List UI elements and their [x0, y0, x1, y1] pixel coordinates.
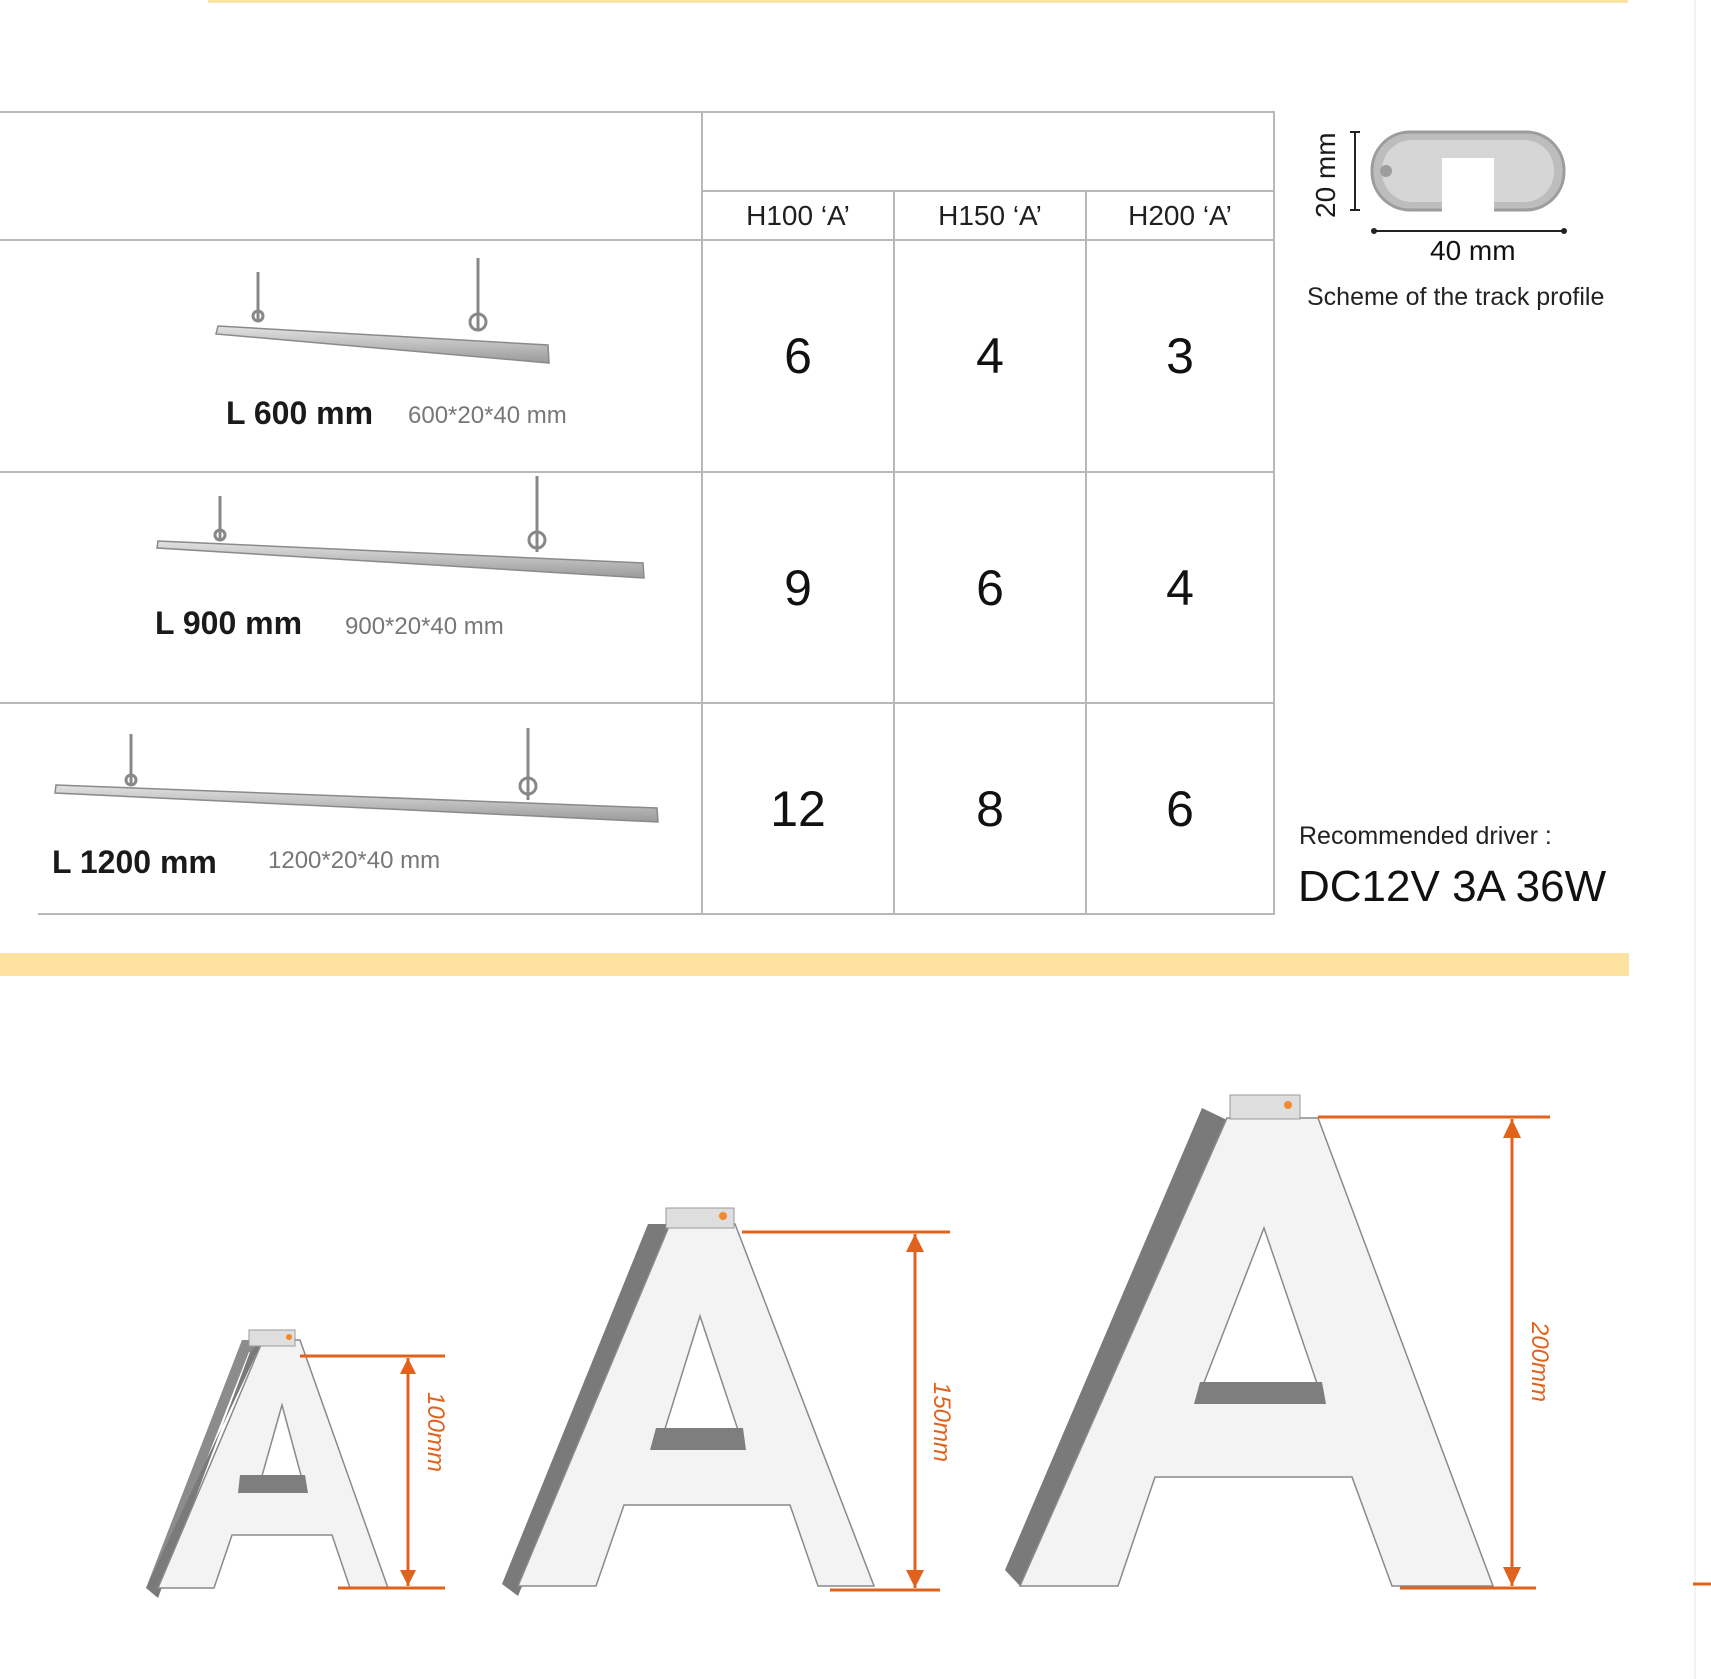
track-600-illustration	[216, 258, 549, 363]
header-h150: H150 ‘A’	[938, 200, 1042, 231]
cell-900-h100: 9	[784, 559, 812, 616]
length-label-600: L 600 mm	[226, 395, 374, 431]
length-label-1200: L 1200 mm	[52, 844, 217, 880]
profile-width-label: 40 mm	[1430, 235, 1516, 266]
cell-1200-h200: 6	[1166, 780, 1194, 837]
track-1200-illustration	[55, 728, 658, 822]
cell-900-h200: 4	[1166, 559, 1194, 616]
header-h200: H200 ‘A’	[1128, 200, 1232, 231]
cell-600-h150: 4	[976, 328, 1004, 384]
cell-900-h150: 6	[976, 559, 1004, 616]
driver-value: DC12V 3A 36W	[1298, 862, 1607, 911]
dims-label-900: 900*20*40 mm	[345, 613, 504, 640]
length-label-900: L 900 mm	[155, 605, 303, 641]
dims-label-1200: 1200*20*40 mm	[268, 847, 441, 874]
track-profile-icon	[1350, 132, 1567, 234]
letter-a-200	[1005, 1095, 1550, 1588]
cell-600-h200: 3	[1166, 328, 1194, 384]
letter-a-100	[146, 1330, 445, 1598]
cell-600-h100: 6	[784, 328, 812, 384]
height-label-150: 150mm	[928, 1381, 955, 1463]
header-h100: H100 ‘A’	[746, 200, 850, 231]
driver-label: Recommended driver :	[1299, 822, 1552, 850]
height-label-200: 200mm	[1526, 1321, 1553, 1403]
profile-height-label: 20 mm	[1310, 132, 1341, 218]
height-label-100: 100mm	[422, 1391, 449, 1473]
letter-a-150	[502, 1208, 950, 1596]
dims-label-600: 600*20*40 mm	[408, 402, 567, 429]
profile-caption: Scheme of the track profile	[1307, 283, 1605, 311]
track-900-illustration	[157, 476, 644, 578]
cell-1200-h100: 12	[770, 780, 826, 837]
cell-1200-h150: 8	[976, 780, 1004, 837]
